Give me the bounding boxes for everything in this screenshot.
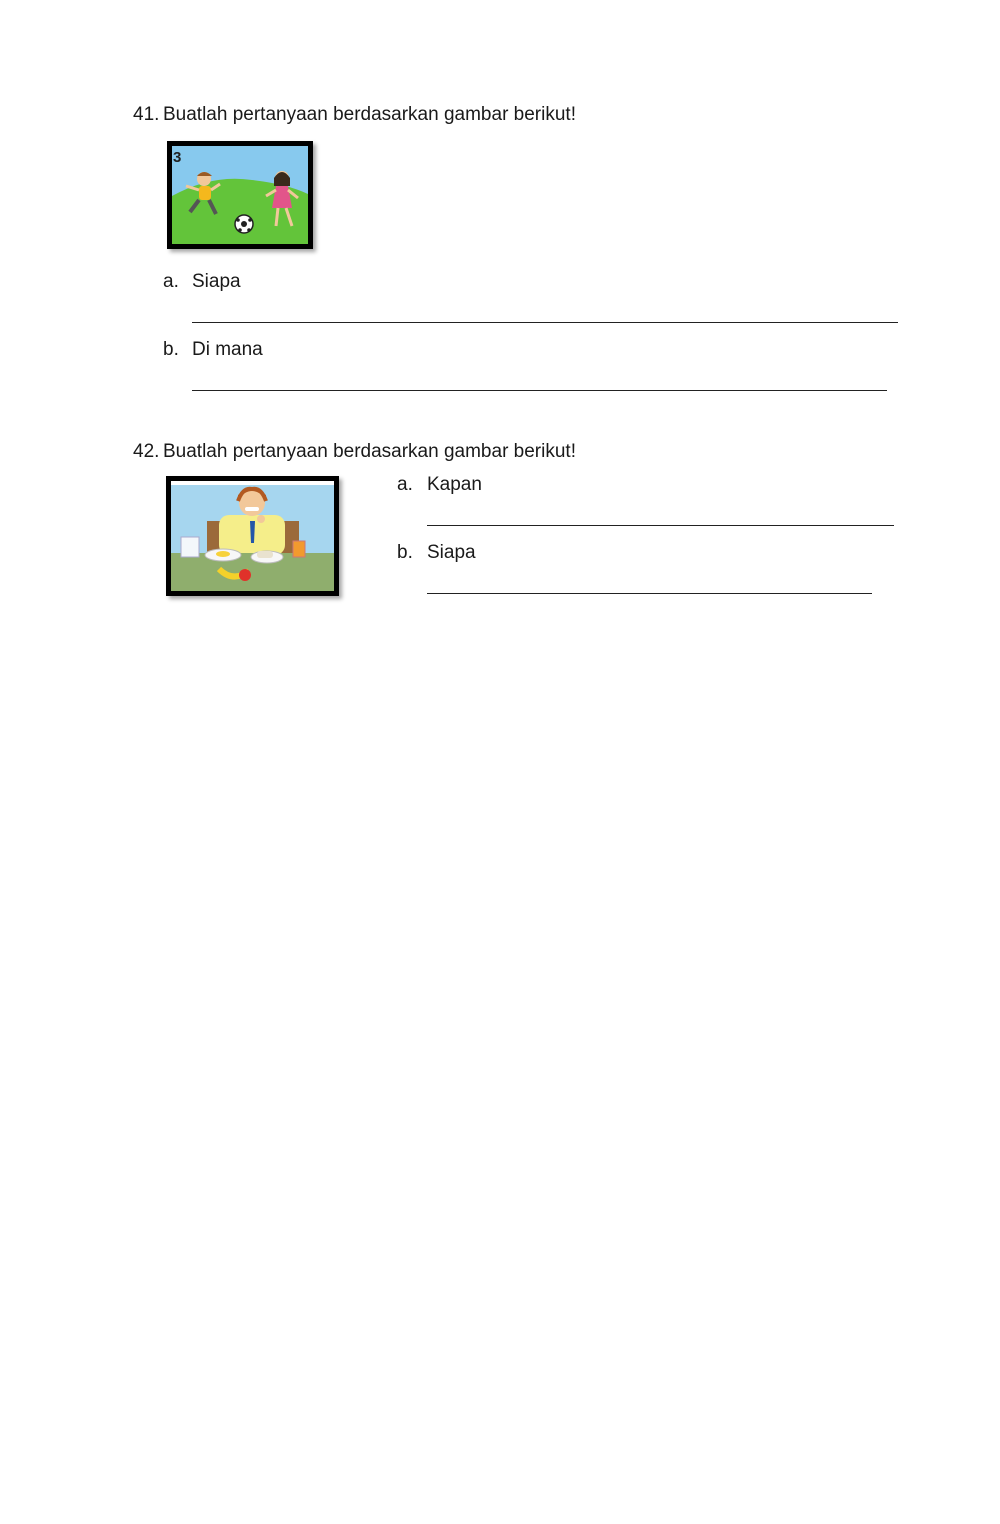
children-playing-football-picture [167, 141, 313, 249]
option-label: Siapa [192, 271, 241, 292]
question-prompt: Buatlah pertanyaan berdasarkan gambar berikut! [163, 104, 576, 125]
question-number: 42. [133, 441, 160, 462]
option-letter: b. [163, 339, 179, 360]
question-number: 41. [133, 104, 160, 125]
answer-line[interactable] [427, 593, 872, 594]
answer-line[interactable] [427, 525, 894, 526]
option-label: Kapan [427, 474, 482, 495]
option-letter: b. [397, 542, 413, 563]
answer-line[interactable] [192, 390, 887, 391]
option-letter: a. [163, 271, 179, 292]
option-label: Di mana [192, 339, 263, 360]
question-prompt: Buatlah pertanyaan berdasarkan gambar berikut! [163, 441, 576, 462]
picture-badge: 3 [173, 149, 182, 166]
man-eating-breakfast-picture [166, 476, 339, 596]
option-label: Siapa [427, 542, 476, 563]
answer-line[interactable] [192, 322, 898, 323]
option-letter: a. [397, 474, 413, 495]
